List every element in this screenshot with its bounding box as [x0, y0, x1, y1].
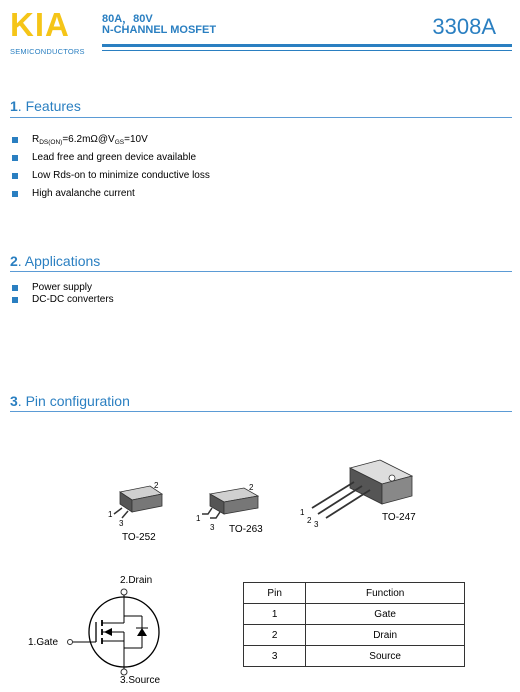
application-item	[12, 294, 114, 305]
feature-item	[12, 170, 210, 181]
bullet-square-icon	[12, 155, 18, 161]
table-cell: 3	[244, 646, 306, 667]
table-header-row	[244, 583, 465, 604]
table-row	[244, 646, 465, 667]
application-item	[12, 282, 92, 293]
to252-pin-3: 3	[119, 519, 124, 528]
feature-item	[12, 134, 148, 146]
company-logo-subtitle: SEMICONDUCTORS	[10, 47, 85, 56]
table-cell: Drain	[306, 625, 465, 646]
bullet-square-icon	[12, 137, 18, 143]
application-text: Power supply	[32, 282, 93, 293]
header-rule-thin	[102, 50, 512, 51]
table-row	[244, 604, 465, 625]
pin-config-rule	[10, 411, 512, 412]
to263-pin-3: 3	[210, 523, 215, 532]
to263-pin-2: 2	[249, 483, 254, 492]
feature-item	[12, 188, 135, 199]
feature-text: High avalanche current	[32, 188, 135, 199]
to252-package-icon	[100, 480, 170, 530]
to252-pin-1: 1	[108, 510, 113, 519]
table-header-function: Function	[306, 583, 465, 604]
bullet-square-icon	[12, 173, 18, 179]
to247-pin-2: 2	[307, 516, 312, 525]
company-logo: KIA	[10, 6, 70, 43]
header-rule-thick	[102, 44, 512, 47]
table-cell: Gate	[306, 604, 465, 625]
device-type: N-CHANNEL MOSFET	[102, 24, 217, 36]
table-cell: Source	[306, 646, 465, 667]
features-rule	[10, 117, 512, 118]
table-row	[244, 625, 465, 646]
application-text: DC-DC converters	[32, 294, 114, 305]
to247-label: TO-247	[382, 512, 416, 523]
pin-function-table	[243, 582, 465, 667]
rating-spec: 80A，80V	[102, 13, 153, 25]
table-header-pin: Pin	[244, 583, 306, 604]
gate-label: 1.Gate	[28, 637, 59, 648]
table-cell: 2	[244, 625, 306, 646]
bullet-square-icon	[12, 297, 18, 303]
to247-pin-1: 1	[300, 508, 305, 517]
to252-label: TO-252	[122, 532, 156, 543]
feature-text: Low Rds-on to minimize conductive loss	[32, 170, 210, 181]
to247-pin-3: 3	[314, 520, 319, 529]
applications-rule	[10, 271, 512, 272]
mosfet-symbol-icon	[60, 586, 170, 678]
drain-label: 2.Drain	[120, 575, 153, 586]
table-cell: 1	[244, 604, 306, 625]
features-heading: 1. Features	[10, 98, 81, 114]
bullet-square-icon	[12, 285, 18, 291]
to263-package-icon	[198, 484, 268, 528]
to252-pin-2: 2	[154, 481, 159, 490]
feature-rdson: $R_{DS(ON)}=6.2m\Omega@V_{GS}=10V$	[32, 134, 148, 146]
part-number: 3308A	[432, 14, 496, 39]
pin-config-heading: 3. Pin configuration	[10, 393, 130, 409]
feature-item	[12, 152, 196, 163]
applications-heading: 2. Applications	[10, 253, 101, 269]
feature-text: Lead free and green device available	[32, 152, 197, 163]
bullet-square-icon	[12, 191, 18, 197]
to263-label: TO-263	[229, 524, 263, 535]
to263-pin-1: 1	[196, 514, 201, 523]
source-label: 3.Source	[120, 675, 161, 686]
